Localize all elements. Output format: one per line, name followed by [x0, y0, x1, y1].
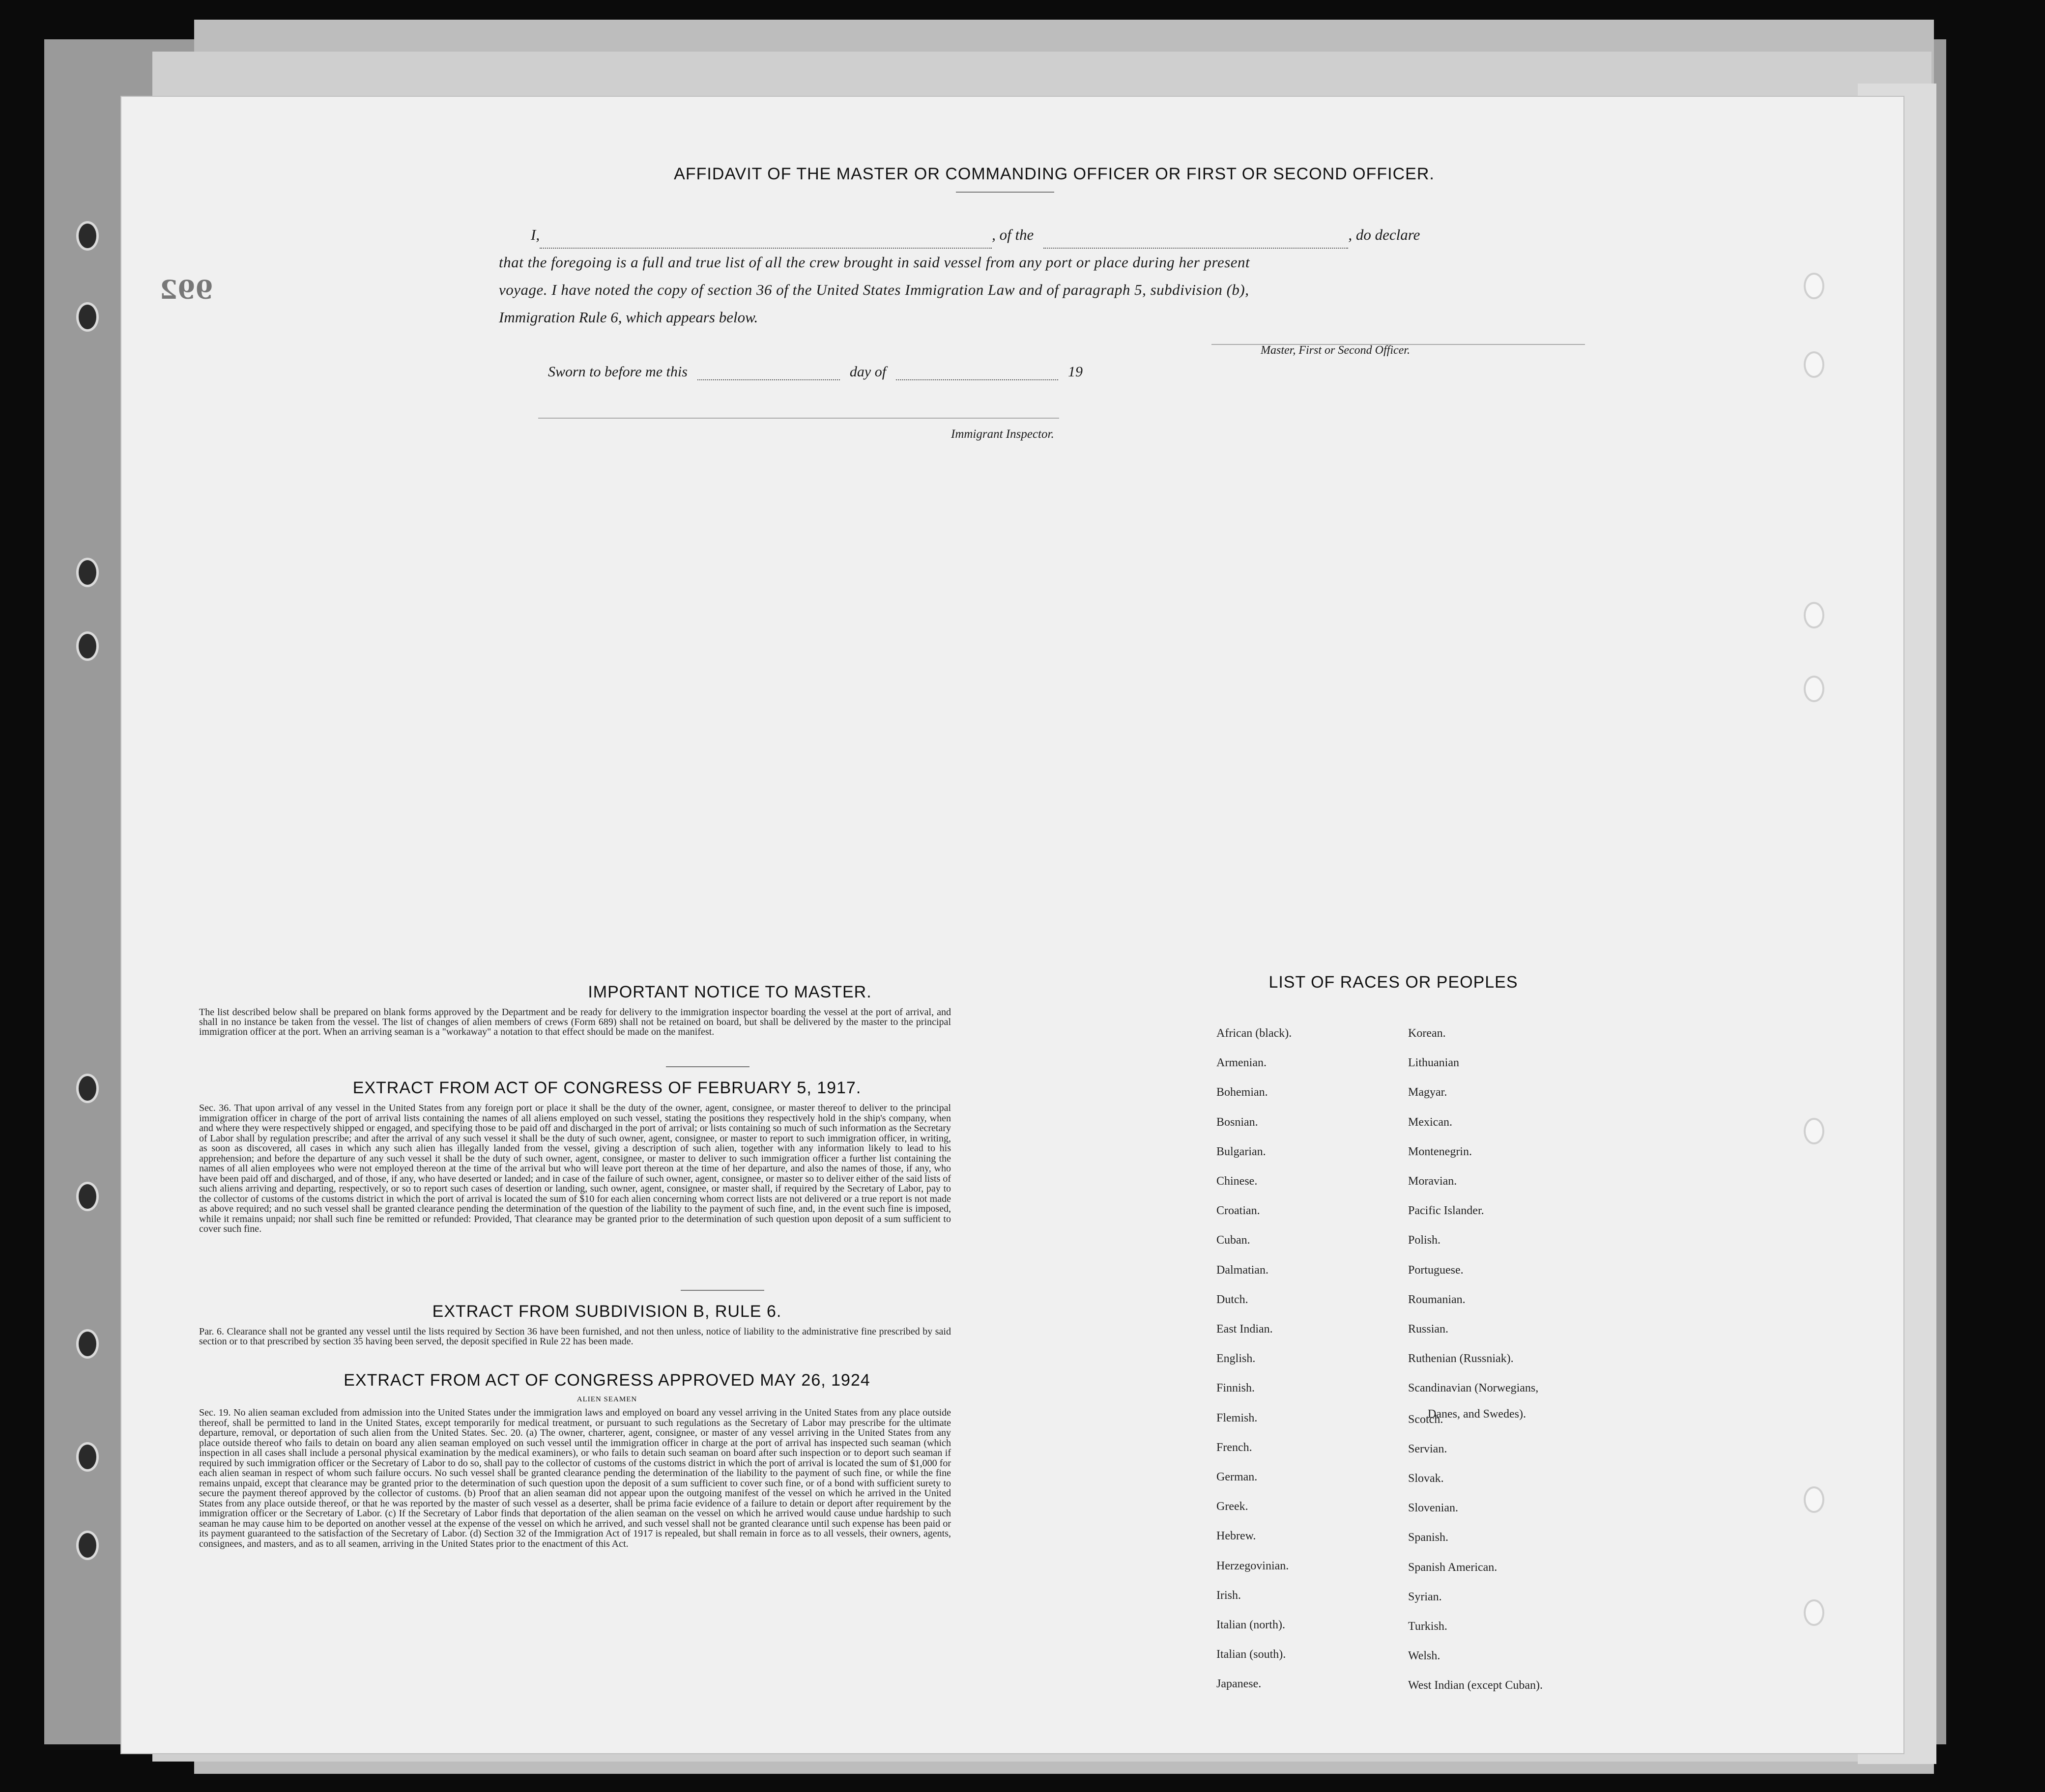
race-item: Slovenian. [1408, 1502, 1458, 1515]
race-item: East Indian. [1216, 1323, 1273, 1336]
of-the-label: , of the [992, 226, 1034, 243]
race-item: Magyar. [1408, 1086, 1447, 1099]
binder-hole-icon [76, 1074, 99, 1103]
year-label: 19 [1068, 364, 1083, 380]
race-item: Irish. [1216, 1589, 1241, 1602]
race-item: Hebrew. [1216, 1530, 1256, 1543]
affidavit-line-4: Immigration Rule 6, which appears below. [499, 309, 758, 326]
race-item: Italian (north). [1216, 1619, 1285, 1631]
binder-hole-icon [76, 558, 99, 587]
race-item: French. [1216, 1441, 1252, 1454]
binder-hole-icon [76, 1442, 99, 1472]
binder-hole-icon [1804, 676, 1824, 702]
race-item: Roumanian. [1408, 1293, 1466, 1306]
race-item: Scotch. [1408, 1413, 1443, 1426]
race-item: Japanese. [1216, 1678, 1262, 1691]
margin-mark: 992 [160, 275, 213, 305]
inspector-label: Immigrant Inspector. [951, 427, 1054, 441]
race-item: Russian. [1408, 1323, 1449, 1336]
race-item: Polish. [1408, 1234, 1441, 1247]
race-item: Lithuanian [1408, 1056, 1459, 1070]
race-item: Spanish American. [1408, 1561, 1498, 1574]
race-item: Welsh. [1408, 1650, 1440, 1663]
notice-title: IMPORTANT NOTICE TO MASTER. [588, 983, 872, 1001]
binder-hole-icon [1804, 1486, 1824, 1513]
affidavit-line-2: that the foregoing is a full and true list of all the crew brought in said vessel from any port or place during her present [499, 254, 1250, 271]
races-right-column [1408, 1027, 1664, 1690]
race-item: Herzegovinian. [1216, 1559, 1289, 1572]
race-item: Finnish. [1216, 1382, 1255, 1395]
vessel-blank[interactable] [1043, 234, 1348, 249]
race-item: Servian. [1408, 1442, 1447, 1455]
month-blank[interactable] [896, 368, 1058, 380]
races-scandinavian-cont: Danes, and Swedes). [1428, 1408, 1526, 1421]
binder-hole-icon [76, 1531, 99, 1560]
extract-1924-text: Sec. 19. No alien seaman excluded from admission into the United States under the immigration laws and employed on board any vessel arriving in the United States from any place outside thereof, shall be permitted to land in the United States, except temporarily for medical treatment, or pursuant to such regulations as the Secretary of Labor may prescribe for the ultimate departure, removal, or deportation of such alien from the United States. Sec. 20. (a) The owner, charterer, agent, consignee, or master of any vessel arriving in the United States from any place outside thereof who fails to detain on board any alien seaman employed on such vessel until the immigration officer in charge at the port of arrival has inspected such seaman (which inspection in all cases shall include a personal physical examination by the medical examiners), or who fails to detain such seaman on board after such inspection or to deport such seaman if required by such immigration officer or the Secretary of Labor to do so, shall pay to the collector of customs of the customs district in which the port of arrival is located the sum of $1,000 for each alien seaman in respect of whom such failure occurs. No such vessel shall be granted clearance pending the determination of the liability to the payment of such fine, or while the fine remains unpaid, except that clearance may be granted prior to the determination of such question upon the deposit of a sum sufficient to cover such fine, or of a bond with sufficient surety to secure the payment thereof approved by the collector of customs. (b) Proof that an alien seaman did not appear upon the outgoing manifest of the vessel on which he arrived in the United States from any place outside thereof, or that he was reported by the master of such vessel as a deserter, shall be prima facie evidence of a failure to detain or deport after requirement by the immigration officer or the Secretary of Labor. (c) If the Secretary of Labor finds that deportation of the alien seaman on the vessel on which he arrived would cause undue hardship to such seaman he may cause him to be deported on another vessel at the expense of the vessel on which he arrived, and such vessel shall not be granted clearance until such expense has been paid or its payment guaranteed to the satisfaction of the Secretary of Labor. (d) Section 32 of the Immigration Act of 1917 is repealed, but shall remain in force as to all vessels, their owners, agents, consignees, and masters, and as to all seamen, arriving in the United States prior to the enactment of this Act. [199, 1407, 951, 1549]
binder-hole-icon [1804, 273, 1824, 299]
sworn-label: Sworn to before me this [548, 364, 688, 380]
race-item: Turkish. [1408, 1620, 1447, 1633]
race-item: German. [1216, 1471, 1258, 1483]
divider [681, 1290, 764, 1291]
race-item: Scandinavian (Norwegians, [1408, 1382, 1539, 1395]
race-item: Bohemian. [1216, 1086, 1268, 1099]
race-item: Chinese. [1216, 1175, 1258, 1188]
document-page [120, 96, 1904, 1754]
race-item: Slovak. [1408, 1472, 1444, 1485]
binder-hole-icon [1804, 602, 1824, 628]
binder-hole-icon [76, 631, 99, 661]
do-declare-label: , do declare [1348, 226, 1420, 243]
race-item: Flemish. [1216, 1411, 1258, 1424]
extract-1924-title: EXTRACT FROM ACT OF CONGRESS APPROVED MAY 26, 1924 [344, 1371, 870, 1390]
binder-hole-icon [1804, 1599, 1824, 1626]
race-item: Bulgarian. [1216, 1145, 1266, 1158]
race-item: Bosnian. [1216, 1115, 1258, 1129]
race-item: Pacific Islander. [1408, 1204, 1484, 1218]
race-item: Spanish. [1408, 1531, 1449, 1544]
binder-hole-icon [76, 221, 99, 251]
race-item: Dutch. [1216, 1293, 1248, 1306]
races-title: LIST OF RACES OR PEOPLES [1268, 973, 1518, 992]
race-item: Armenian. [1216, 1056, 1267, 1070]
inspector-line[interactable] [538, 418, 1059, 419]
binder-hole-icon [1804, 351, 1824, 378]
race-item: African (black). [1216, 1027, 1292, 1040]
race-item: Moravian. [1408, 1175, 1457, 1188]
sworn-row [548, 364, 1083, 380]
declare-i: I, [531, 226, 540, 243]
race-item: Syrian. [1408, 1590, 1442, 1603]
binder-hole-icon [1804, 1118, 1824, 1144]
affidavit-body [499, 221, 1600, 331]
binder-hole-icon [76, 1329, 99, 1359]
race-item: Croatian. [1216, 1204, 1260, 1218]
race-item: Cuban. [1216, 1234, 1250, 1247]
signature-label: Master, First or Second Officer. [1261, 344, 1410, 357]
extract-rule6-text: Par. 6. Clearance shall not be granted any vessel until the lists required by Section 36 have been furnished, and not then unless, notice of liability to the administrative fine prescribed by said section or to that prescribed by section 35 having been served, the deposit specified in Rule 22 has been made. [199, 1326, 951, 1347]
binder-hole-icon [76, 1182, 99, 1211]
race-item: West Indian (except Cuban). [1408, 1679, 1543, 1692]
race-item: Ruthenian (Russniak). [1408, 1352, 1514, 1365]
notice-text: The list described below shall be prepared on blank forms approved by the Department and be ready for delivery to the immigration inspector boarding the vessel at the port of arrival, and shall in no instance be taken from the vessel. The list of changes of alien members of crews (Form 689) shall not be retained on board, but shall be delivered by the master to the principal immigration officer at the port. When an arriving seaman is a "workaway" a notation to that effect should be made on the manifest. [199, 1007, 951, 1037]
name-blank[interactable] [540, 234, 992, 249]
day-blank[interactable] [697, 368, 840, 380]
race-item: Mexican. [1408, 1115, 1452, 1129]
race-item: Greek. [1216, 1500, 1248, 1513]
binder-hole-icon [76, 302, 99, 332]
extract-1917-title: EXTRACT FROM ACT OF CONGRESS OF FEBRUARY 5, 1917. [352, 1079, 862, 1097]
day-of-label: day of [849, 364, 887, 380]
affidavit-title: AFFIDAVIT OF THE MASTER OR COMMANDING OFFICER OR FIRST OR SECOND OFFICER. [674, 165, 1435, 183]
divider [666, 1066, 749, 1067]
race-item: Montenegrin. [1408, 1145, 1472, 1158]
divider [956, 192, 1054, 193]
race-item: Italian (south). [1216, 1648, 1286, 1661]
race-item: Portuguese. [1408, 1263, 1464, 1277]
race-item: English. [1216, 1352, 1256, 1365]
races-left-column [1216, 1027, 1423, 1690]
race-item: Korean. [1408, 1027, 1446, 1040]
race-item: Dalmatian. [1216, 1263, 1268, 1277]
extract-1917-text: Sec. 36. That upon arrival of any vessel in the United States from any foreign port or place it shall be the duty of the owner, agent, consignee, or master thereof to deliver to the principal immigration officer in charge of the port of arrival lists containing the names of all aliens employed on such vessel, stating the positions they respectively hold in the ship's company, when and where they were respectively shipped or engaged, and specifying those to be paid off and discharged in the port of arrival; or lists containing so much of such information as the Secretary of Labor shall by regulation prescribe; and after the arrival of any such vessel it shall be the duty of such owner, agent, consignee, or master to report to such immigration officer, in writing, as soon as discovered, all cases in which any such alien has illegally landed from the vessel, giving a description of such alien, together with any information likely to lead to his apprehension; and before the departure of any such vessel it shall be the duty of such owner, agent, consignee, or master to deliver to such immigration officer a further list containing the names of all alien employees who were not employed thereon at the time of the arrival but who will leave port thereon at the time of her departure, and also the names of those, if any, who have been paid off and discharged, and of those, if any, who have deserted or landed; and in case of the failure of such owner, agent, consignee, or master so to deliver either of the said lists of such aliens arriving and departing, respectively, or so to report such cases of desertion or landing, such owner, agent, consignee, or master shall, if required by the Secretary of Labor, pay to the collector of customs of the customs district in which the port of arrival is located the sum of $10 for each alien concerning whom correct lists are not delivered or a true report is not made as above required; and no such vessel shall be granted clearance pending the determination of the question of the liability to the payment of such fine, and, in the event such fine is imposed, while it remains unpaid; nor shall such fine be remitted or refunded: Provided, That clearance may be granted prior to the determination of such question upon deposit of a sum sufficient to cover such fine. [199, 1103, 951, 1234]
affidavit-line-3: voyage. I have noted the copy of section 36 of the United States Immigration Law and of paragraph 5, subdivision (b), [499, 281, 1249, 298]
extract-rule6-title: EXTRACT FROM SUBDIVISION B, RULE 6. [432, 1302, 782, 1321]
extract-1924-subtitle: ALIEN SEAMEN [576, 1395, 637, 1403]
